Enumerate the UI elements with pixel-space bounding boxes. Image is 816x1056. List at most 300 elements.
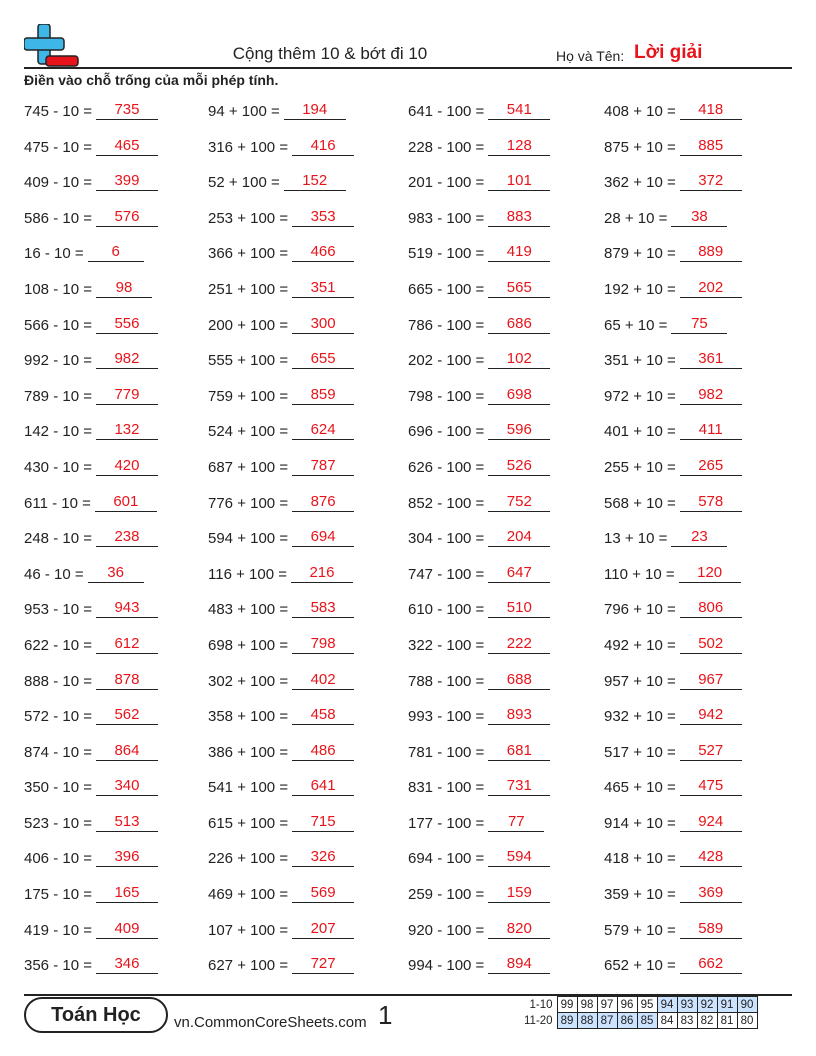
problem-question: 253 + 100 = xyxy=(208,209,289,227)
problem xyxy=(208,420,354,440)
problem-row xyxy=(24,662,816,698)
problem-question: 201 - 100 = xyxy=(408,174,485,192)
problem xyxy=(408,492,550,512)
problem-question: 610 - 100 = xyxy=(408,601,485,619)
answer-blank: 396 xyxy=(96,847,158,867)
answer-blank: 102 xyxy=(488,349,550,369)
answer-blank: 806 xyxy=(680,598,742,618)
header-divider xyxy=(24,67,792,69)
problem xyxy=(408,883,550,903)
problem-question: 356 - 10 = xyxy=(24,957,92,975)
answer-blank: 475 xyxy=(680,776,742,796)
problem xyxy=(24,136,158,156)
problem-question: 302 + 100 = xyxy=(208,672,289,690)
score-cell: 89 xyxy=(557,1013,577,1029)
score-range-label: 11-20 xyxy=(524,1014,553,1027)
problem xyxy=(408,207,550,227)
problem xyxy=(208,456,354,476)
problem-question: 418 + 10 = xyxy=(604,850,676,868)
problem xyxy=(24,776,158,796)
problem xyxy=(208,741,354,761)
problem xyxy=(604,847,742,867)
answer-blank: 601 xyxy=(95,492,157,512)
score-cell: 93 xyxy=(677,997,697,1013)
answer-blank: 982 xyxy=(96,349,158,369)
problem-question: 888 - 10 = xyxy=(24,672,92,690)
answer-blank: 698 xyxy=(488,385,550,405)
score-cell: 85 xyxy=(637,1013,657,1029)
problem-question: 788 - 100 = xyxy=(408,672,485,690)
problem xyxy=(24,171,158,191)
answer-blank: 265 xyxy=(680,456,742,476)
problem-question: 523 - 10 = xyxy=(24,814,92,832)
answer-blank: 207 xyxy=(292,919,354,939)
answer-blank: 418 xyxy=(680,100,742,120)
problem-question: 108 - 10 = xyxy=(24,280,92,298)
problem xyxy=(408,456,550,476)
problem xyxy=(208,349,354,369)
problem xyxy=(408,812,544,832)
answer-blank: 399 xyxy=(96,171,158,191)
answer-blank: 883 xyxy=(488,207,550,227)
answer-blank: 194 xyxy=(284,100,346,120)
answer-blank: 36 xyxy=(88,563,144,583)
problem-question: 694 - 100 = xyxy=(408,850,485,868)
answer-blank: 889 xyxy=(680,242,742,262)
score-cell: 98 xyxy=(577,997,597,1013)
score-cell: 95 xyxy=(637,997,657,1013)
problem-question: 28 + 10 = xyxy=(604,209,668,227)
answer-blank: 527 xyxy=(680,741,742,761)
answer-blank: 894 xyxy=(488,954,550,974)
answer-blank: 864 xyxy=(96,741,158,761)
problem-question: 110 + 10 = xyxy=(604,565,675,583)
answer-blank: 641 xyxy=(292,776,354,796)
problem xyxy=(604,634,742,654)
problem xyxy=(208,598,354,618)
answer-blank: 98 xyxy=(96,278,152,298)
problem xyxy=(208,278,354,298)
problem-row xyxy=(24,697,816,733)
problem xyxy=(24,314,158,334)
brand-badge: Toán Học xyxy=(24,997,168,1033)
answer-blank: 216 xyxy=(291,563,353,583)
problem-row xyxy=(24,590,816,626)
problem xyxy=(24,456,158,476)
problem-row xyxy=(24,733,816,769)
problem-question: 65 + 10 = xyxy=(604,316,668,334)
problem xyxy=(208,812,354,832)
problem-question: 16 - 10 = xyxy=(24,245,84,263)
problem xyxy=(208,136,354,156)
problem-row xyxy=(24,519,816,555)
answer-blank: 569 xyxy=(292,883,354,903)
problem-row xyxy=(24,163,816,199)
problem-question: 465 + 10 = xyxy=(604,779,676,797)
problem xyxy=(604,919,742,939)
problem-question: 993 - 100 = xyxy=(408,708,485,726)
problem-grid xyxy=(24,92,816,982)
problem-question: 957 + 10 = xyxy=(604,672,676,690)
answer-blank: 38 xyxy=(671,207,727,227)
answer-blank: 419 xyxy=(488,242,550,262)
problem xyxy=(408,776,550,796)
score-row xyxy=(522,997,757,1013)
score-row xyxy=(522,1013,757,1029)
problem xyxy=(408,420,550,440)
problem-question: 786 - 100 = xyxy=(408,316,485,334)
problem-question: 572 - 10 = xyxy=(24,708,92,726)
score-cell: 97 xyxy=(597,997,617,1013)
problem xyxy=(24,207,158,227)
problem-question: 519 - 100 = xyxy=(408,245,485,263)
problem-question: 781 - 100 = xyxy=(408,743,485,761)
problem-question: 248 - 10 = xyxy=(24,530,92,548)
problem xyxy=(408,670,550,690)
problem-question: 879 + 10 = xyxy=(604,245,676,263)
answer-blank: 731 xyxy=(488,776,550,796)
answer-blank: 23 xyxy=(671,527,727,547)
problem xyxy=(408,242,550,262)
problem xyxy=(604,705,742,725)
problem-question: 304 - 100 = xyxy=(408,530,485,548)
problem-question: 953 - 10 = xyxy=(24,601,92,619)
problem-question: 351 + 10 = xyxy=(604,352,676,370)
answer-blank: 300 xyxy=(292,314,354,334)
answer-blank: 715 xyxy=(292,812,354,832)
problem xyxy=(24,420,158,440)
answer-blank: 353 xyxy=(292,207,354,227)
answer-blank: 340 xyxy=(96,776,158,796)
problem xyxy=(604,207,727,227)
problem-row xyxy=(24,484,816,520)
answer-blank: 411 xyxy=(680,420,742,440)
problem-row xyxy=(24,234,816,270)
problem xyxy=(208,776,354,796)
answer-blank: 662 xyxy=(680,954,742,974)
problem-question: 175 - 10 = xyxy=(24,886,92,904)
problem xyxy=(24,670,158,690)
problem-question: 831 - 100 = xyxy=(408,779,485,797)
problem-question: 469 + 100 = xyxy=(208,886,289,904)
problem xyxy=(408,527,550,547)
problem-question: 200 + 100 = xyxy=(208,316,289,334)
answer-blank: 458 xyxy=(292,705,354,725)
answer-blank: 466 xyxy=(292,242,354,262)
answer-blank: 402 xyxy=(292,670,354,690)
answer-blank: 576 xyxy=(96,207,158,227)
worksheet-header xyxy=(0,0,816,70)
answer-blank: 326 xyxy=(292,847,354,867)
answer-blank: 513 xyxy=(96,812,158,832)
problem xyxy=(24,847,158,867)
problem xyxy=(208,705,354,725)
answer-blank: 942 xyxy=(680,705,742,725)
answer-blank: 878 xyxy=(96,670,158,690)
problem-question: 517 + 10 = xyxy=(604,743,676,761)
answer-blank: 361 xyxy=(680,349,742,369)
problem-row xyxy=(24,341,816,377)
problem-question: 358 + 100 = xyxy=(208,708,289,726)
problem xyxy=(604,598,742,618)
score-cell: 81 xyxy=(717,1013,737,1029)
problem-question: 386 + 100 = xyxy=(208,743,289,761)
problem xyxy=(604,563,741,583)
problem xyxy=(24,563,144,583)
answer-blank: 596 xyxy=(488,420,550,440)
problem-question: 362 + 10 = xyxy=(604,174,676,192)
answer-blank: 369 xyxy=(680,883,742,903)
answer-blank: 428 xyxy=(680,847,742,867)
answer-blank: 75 xyxy=(671,314,727,334)
problem xyxy=(24,634,158,654)
problem xyxy=(24,705,158,725)
problem-question: 483 + 100 = xyxy=(208,601,289,619)
problem xyxy=(604,385,742,405)
answer-blank: 120 xyxy=(679,563,741,583)
score-cell: 86 xyxy=(617,1013,637,1029)
problem-question: 615 + 100 = xyxy=(208,814,289,832)
score-cell: 92 xyxy=(697,997,717,1013)
problem-question: 142 - 10 = xyxy=(24,423,92,441)
problem xyxy=(24,741,158,761)
answer-blank: 204 xyxy=(488,527,550,547)
problem-question: 747 - 100 = xyxy=(408,565,485,583)
answer-blank: 159 xyxy=(488,883,550,903)
problem-question: 259 - 100 = xyxy=(408,886,485,904)
answer-blank: 752 xyxy=(488,492,550,512)
problem-row xyxy=(24,306,816,342)
score-range-label: 1-10 xyxy=(529,998,553,1011)
problem-question: 652 + 10 = xyxy=(604,957,676,975)
answer-blank: 798 xyxy=(292,634,354,654)
problem xyxy=(24,527,158,547)
score-cell: 91 xyxy=(717,997,737,1013)
problem xyxy=(208,527,354,547)
answer-blank: 132 xyxy=(96,420,158,440)
problem-question: 408 + 10 = xyxy=(604,103,676,120)
problem-question: 492 + 10 = xyxy=(604,636,676,654)
answer-blank: 502 xyxy=(680,634,742,654)
problem-question: 52 + 100 = xyxy=(208,174,280,192)
problem xyxy=(604,136,742,156)
problem xyxy=(208,883,354,903)
problem-question: 409 - 10 = xyxy=(24,174,92,192)
answer-blank: 77 xyxy=(488,812,544,832)
answer-blank: 859 xyxy=(292,385,354,405)
problem xyxy=(208,563,353,583)
answer-blank: 409 xyxy=(96,919,158,939)
answer-blank: 694 xyxy=(292,527,354,547)
answer-blank: 589 xyxy=(680,919,742,939)
problem-question: 94 + 100 = xyxy=(208,103,280,120)
problem xyxy=(208,314,354,334)
answer-blank: 128 xyxy=(488,136,550,156)
problem xyxy=(604,278,742,298)
score-cell: 84 xyxy=(657,1013,677,1029)
problem xyxy=(408,349,550,369)
score-cell: 99 xyxy=(557,997,577,1013)
answer-blank: 727 xyxy=(292,954,354,974)
score-cell: 96 xyxy=(617,997,637,1013)
problem-question: 13 + 10 = xyxy=(604,530,668,548)
problem xyxy=(408,634,550,654)
score-cell: 94 xyxy=(657,997,677,1013)
score-cell: 88 xyxy=(577,1013,597,1029)
problem-question: 192 + 10 = xyxy=(604,280,676,298)
problem-question: 696 - 100 = xyxy=(408,423,485,441)
answer-blank: 943 xyxy=(96,598,158,618)
problem-question: 366 + 100 = xyxy=(208,245,289,263)
answer-blank: 152 xyxy=(284,171,346,191)
problem xyxy=(208,847,354,867)
problem xyxy=(408,136,550,156)
problem xyxy=(408,847,550,867)
problem-row xyxy=(24,839,816,875)
problem xyxy=(604,242,742,262)
problem xyxy=(408,278,550,298)
answer-blank: 583 xyxy=(292,598,354,618)
problem-row xyxy=(24,555,816,591)
problem-question: 745 - 10 = xyxy=(24,103,92,120)
answer-blank: 624 xyxy=(292,420,354,440)
problem-question: 419 - 10 = xyxy=(24,921,92,939)
problem xyxy=(604,492,742,512)
problem-row xyxy=(24,626,816,662)
problem-question: 226 + 100 = xyxy=(208,850,289,868)
problem-question: 776 + 100 = xyxy=(208,494,289,512)
answer-blank: 779 xyxy=(96,385,158,405)
problem xyxy=(408,598,550,618)
answer-blank: 967 xyxy=(680,670,742,690)
score-cell: 82 xyxy=(697,1013,717,1029)
problem xyxy=(208,919,354,939)
problem xyxy=(408,171,550,191)
problem-question: 983 - 100 = xyxy=(408,209,485,227)
answer-blank: 681 xyxy=(488,741,550,761)
problem xyxy=(208,100,346,120)
problem-question: 401 + 10 = xyxy=(604,423,676,441)
problem-question: 555 + 100 = xyxy=(208,352,289,370)
problem xyxy=(408,954,550,974)
answer-blank: 486 xyxy=(292,741,354,761)
problem-question: 116 + 100 = xyxy=(208,565,287,583)
answer-blank: 594 xyxy=(488,847,550,867)
problem-row xyxy=(24,804,816,840)
problem-question: 992 - 10 = xyxy=(24,352,92,370)
page-number: 1 xyxy=(378,1000,393,1030)
problem xyxy=(408,100,550,120)
answer-blank: 924 xyxy=(680,812,742,832)
problem xyxy=(604,670,742,690)
answer-blank: 562 xyxy=(96,705,158,725)
problem xyxy=(604,954,742,974)
problem xyxy=(24,242,144,262)
problem xyxy=(24,492,157,512)
answer-blank: 556 xyxy=(96,314,158,334)
problem-question: 406 - 10 = xyxy=(24,850,92,868)
answer-blank: 876 xyxy=(292,492,354,512)
answer-blank: 416 xyxy=(292,136,354,156)
problem xyxy=(408,563,550,583)
problem-question: 316 + 100 = xyxy=(208,138,289,156)
problem xyxy=(408,705,550,725)
problem-question: 202 - 100 = xyxy=(408,352,485,370)
problem xyxy=(208,242,354,262)
problem-question: 255 + 10 = xyxy=(604,458,676,476)
problem xyxy=(604,812,742,832)
problem-question: 228 - 100 = xyxy=(408,138,485,156)
problem xyxy=(24,100,158,120)
problem-question: 594 + 100 = xyxy=(208,530,289,548)
problem-question: 322 - 100 = xyxy=(408,636,485,654)
problem-row xyxy=(24,946,816,982)
problem-question: 430 - 10 = xyxy=(24,458,92,476)
problem xyxy=(24,919,158,939)
answer-blank: 686 xyxy=(488,314,550,334)
answer-blank: 787 xyxy=(292,456,354,476)
answer-blank: 820 xyxy=(488,919,550,939)
problem xyxy=(408,314,550,334)
problem xyxy=(604,527,727,547)
problem xyxy=(24,883,158,903)
problem xyxy=(604,171,742,191)
problem xyxy=(24,278,152,298)
problem-row xyxy=(24,128,816,164)
problem-row xyxy=(24,911,816,947)
problem xyxy=(208,385,354,405)
problem-question: 626 - 100 = xyxy=(408,458,485,476)
score-cell: 80 xyxy=(737,1013,757,1029)
problem-question: 586 - 10 = xyxy=(24,209,92,227)
problem xyxy=(208,634,354,654)
answer-blank: 612 xyxy=(96,634,158,654)
problem-row xyxy=(24,768,816,804)
answer-blank: 541 xyxy=(488,100,550,120)
score-table xyxy=(522,996,758,1029)
problem-question: 759 + 100 = xyxy=(208,387,289,405)
problem-question: 177 - 100 = xyxy=(408,814,485,832)
problem xyxy=(24,385,158,405)
answer-blank: 165 xyxy=(96,883,158,903)
problem-question: 524 + 100 = xyxy=(208,423,289,441)
answer-blank: 526 xyxy=(488,456,550,476)
answer-blank: 510 xyxy=(488,598,550,618)
problem-question: 789 - 10 = xyxy=(24,387,92,405)
problem-question: 568 + 10 = xyxy=(604,494,676,512)
problem-question: 107 + 100 = xyxy=(208,921,289,939)
problem-row xyxy=(24,448,816,484)
problem-question: 627 + 100 = xyxy=(208,957,289,975)
answer-blank: 735 xyxy=(96,100,158,120)
problem-question: 641 - 100 = xyxy=(408,103,485,120)
answer-blank: 202 xyxy=(680,278,742,298)
problem xyxy=(208,954,354,974)
problem-question: 251 + 100 = xyxy=(208,280,289,298)
problem xyxy=(604,456,742,476)
problem xyxy=(604,883,742,903)
problem-question: 350 - 10 = xyxy=(24,779,92,797)
problem-question: 46 - 10 = xyxy=(24,565,84,583)
problem-row xyxy=(24,199,816,235)
problem-question: 972 + 10 = xyxy=(604,387,676,405)
answer-blank: 893 xyxy=(488,705,550,725)
answer-blank: 351 xyxy=(292,278,354,298)
problem-question: 579 + 10 = xyxy=(604,921,676,939)
problem-row xyxy=(24,412,816,448)
name-value: Lời giải xyxy=(634,42,703,63)
problem xyxy=(408,385,550,405)
